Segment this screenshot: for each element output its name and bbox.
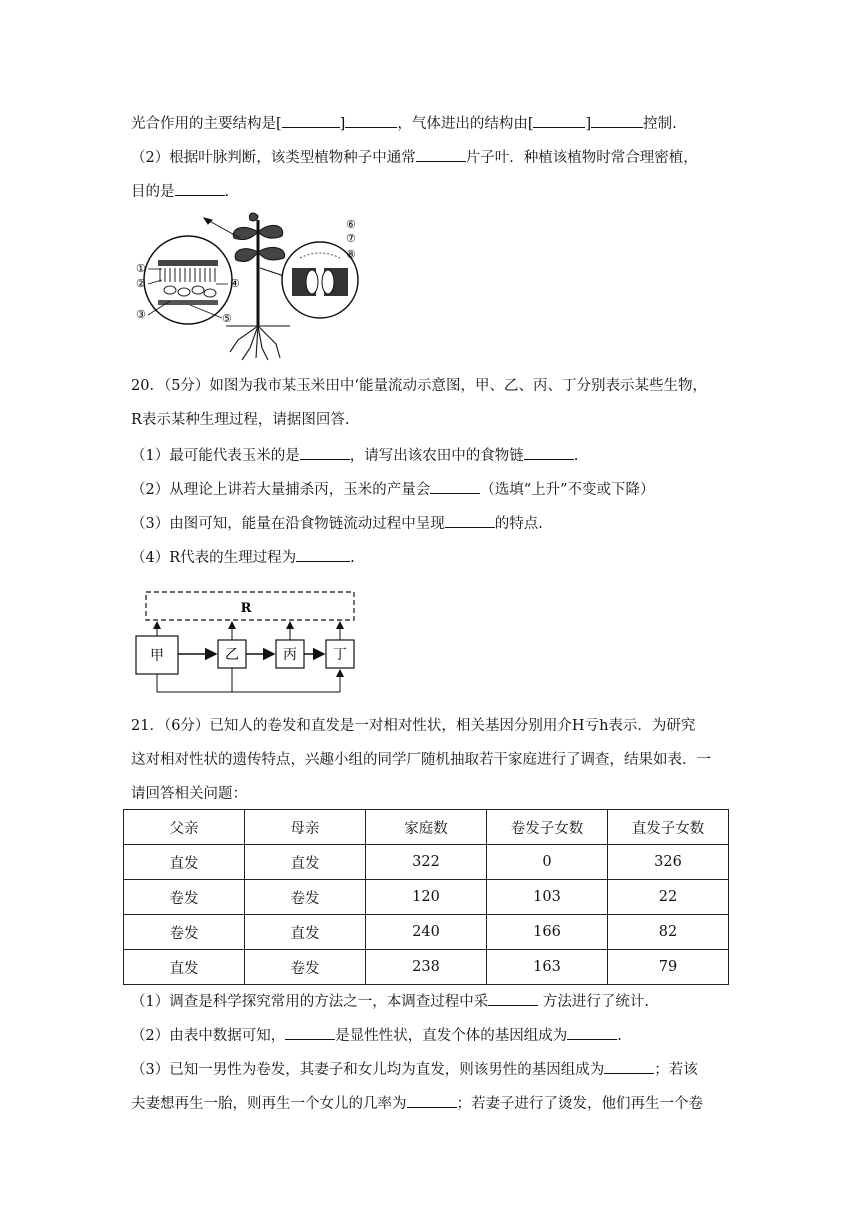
table-header: 母亲 — [245, 810, 366, 845]
node-bing-label: 丙 — [283, 647, 297, 663]
table-row — [124, 915, 729, 950]
energy-flow-diagram — [130, 586, 362, 698]
answer-blank — [524, 444, 574, 460]
plant-illustration — [233, 213, 284, 326]
table-cell: 直发 — [124, 845, 245, 880]
q19-line1: 光合作用的主要结构是[ ] ，气体进出的结构由[ ] 控制. — [131, 112, 677, 134]
q20-part1: （1）最可能代表玉米的是 ，请写出该农田中的食物链 . — [131, 444, 578, 466]
table-cell: 163 — [487, 950, 608, 985]
q21-part3-line2: 夫妻想再生一胎，则再生一个女儿的几率为 ；若妻子进行了烫发，他们再生一个卷 — [131, 1092, 703, 1114]
table-header: 直发子女数 — [608, 810, 729, 845]
table-cell: 120 — [366, 880, 487, 915]
table-cell: 166 — [487, 915, 608, 950]
table-cell: 322 — [366, 845, 487, 880]
label-4: ④ — [230, 277, 240, 290]
q21-stem-line1: 21．（6分）已知人的卷发和直发是一对相对性状，相关基因分别用介H亏h表示．为研究 — [131, 718, 696, 734]
table-header: 父亲 — [124, 810, 245, 845]
table-cell: 22 — [608, 880, 729, 915]
answer-blank — [175, 180, 225, 196]
answer-blank — [296, 546, 350, 562]
table-cell: 卷发 — [245, 880, 366, 915]
table-cell: 直发 — [245, 845, 366, 880]
answer-blank — [300, 444, 350, 460]
answer-blank — [345, 112, 397, 128]
plant-leaf-structure-figure — [130, 208, 370, 363]
answer-blank — [416, 146, 466, 162]
q20-part3: （3）由图可知，能量在沿食物链流动过程中呈现 的特点. — [131, 512, 543, 534]
table-cell: 326 — [608, 845, 729, 880]
table-cell: 0 — [487, 845, 608, 880]
node-yi-label: 乙 — [225, 647, 239, 663]
table-cell: 238 — [366, 950, 487, 985]
label-3: ③ — [136, 308, 146, 321]
q20-part4: （4）R代表的生理过程为 . — [131, 546, 355, 568]
table-header: 卷发子女数 — [487, 810, 608, 845]
table-cell: 82 — [608, 915, 729, 950]
q20-stem-line2: R表示某种生理过程，请据图回答. — [131, 412, 350, 428]
q19-part2-line2: 目的是 . — [131, 180, 229, 202]
node-jia-label: 甲 — [150, 648, 164, 664]
table-cell: 240 — [366, 915, 487, 950]
table-header-row — [124, 810, 729, 845]
table-cell: 卷发 — [124, 915, 245, 950]
r-label: R — [240, 601, 252, 616]
label-5: ⑤ — [222, 312, 232, 325]
label-1: ① — [136, 262, 146, 275]
label-6: ⑥ — [346, 218, 356, 231]
table-cell: 79 — [608, 950, 729, 985]
answer-blank — [567, 1024, 617, 1040]
answer-blank — [591, 112, 643, 128]
label-2: ② — [136, 277, 146, 290]
label-7: ⑦ — [346, 232, 356, 245]
leaf-cross-section-illustration — [144, 236, 232, 324]
table-cell: 103 — [487, 880, 608, 915]
q20-stem-line1: 20．（5分）如图为我市某玉米田中‘能量流动示意图，甲、乙、丙、丁分别表示某些生物， — [131, 378, 708, 394]
answer-blank — [285, 1024, 335, 1040]
answer-blank — [282, 112, 340, 128]
answer-blank — [533, 112, 585, 128]
q21-stem-line2: 这对相对性状的遗传特点，兴趣小组的同学厂随机抽取若干家庭进行了调查，结果如表．一 — [131, 752, 711, 768]
table-row — [124, 845, 729, 880]
table-row — [124, 950, 729, 985]
table-cell: 卷发 — [245, 950, 366, 985]
table-header: 家庭数 — [366, 810, 487, 845]
q19-part2-line1: （2）根据叶脉判断，该类型植物种子中通常 片子叶．种植该植物时常合理密植， — [131, 146, 698, 168]
q21-stem-line3: 请回答相关问题： — [131, 786, 247, 802]
survey-table — [123, 809, 729, 985]
q20-part2: （2）从理论上讲若大量捕杀丙，玉米的产量会 （选填“上升”不变或下降） — [131, 478, 655, 500]
table-cell: 卷发 — [124, 880, 245, 915]
label-8: ⑧ — [346, 248, 356, 261]
table-row — [124, 880, 729, 915]
answer-blank — [407, 1092, 457, 1108]
answer-blank — [430, 478, 480, 494]
q21-part3-line1: （3）已知一男性为卷发，其妻子和女儿均为直发，则该男性的基因组成为 ；若该 — [131, 1058, 698, 1080]
answer-blank — [445, 512, 495, 528]
node-ding-label: 丁 — [333, 647, 347, 663]
roots-illustration — [230, 326, 280, 360]
table-cell: 直发 — [124, 950, 245, 985]
q21-part1: （1）调查是科学探究常用的方法之一，本调查过程中采 方法进行了统计. — [131, 990, 649, 1012]
table-cell: 直发 — [245, 915, 366, 950]
q21-part2: （2）由表中数据可知， 是显性性状，直发个体的基因组成为 . — [131, 1024, 622, 1046]
answer-blank — [488, 990, 538, 1006]
answer-blank — [604, 1058, 654, 1074]
